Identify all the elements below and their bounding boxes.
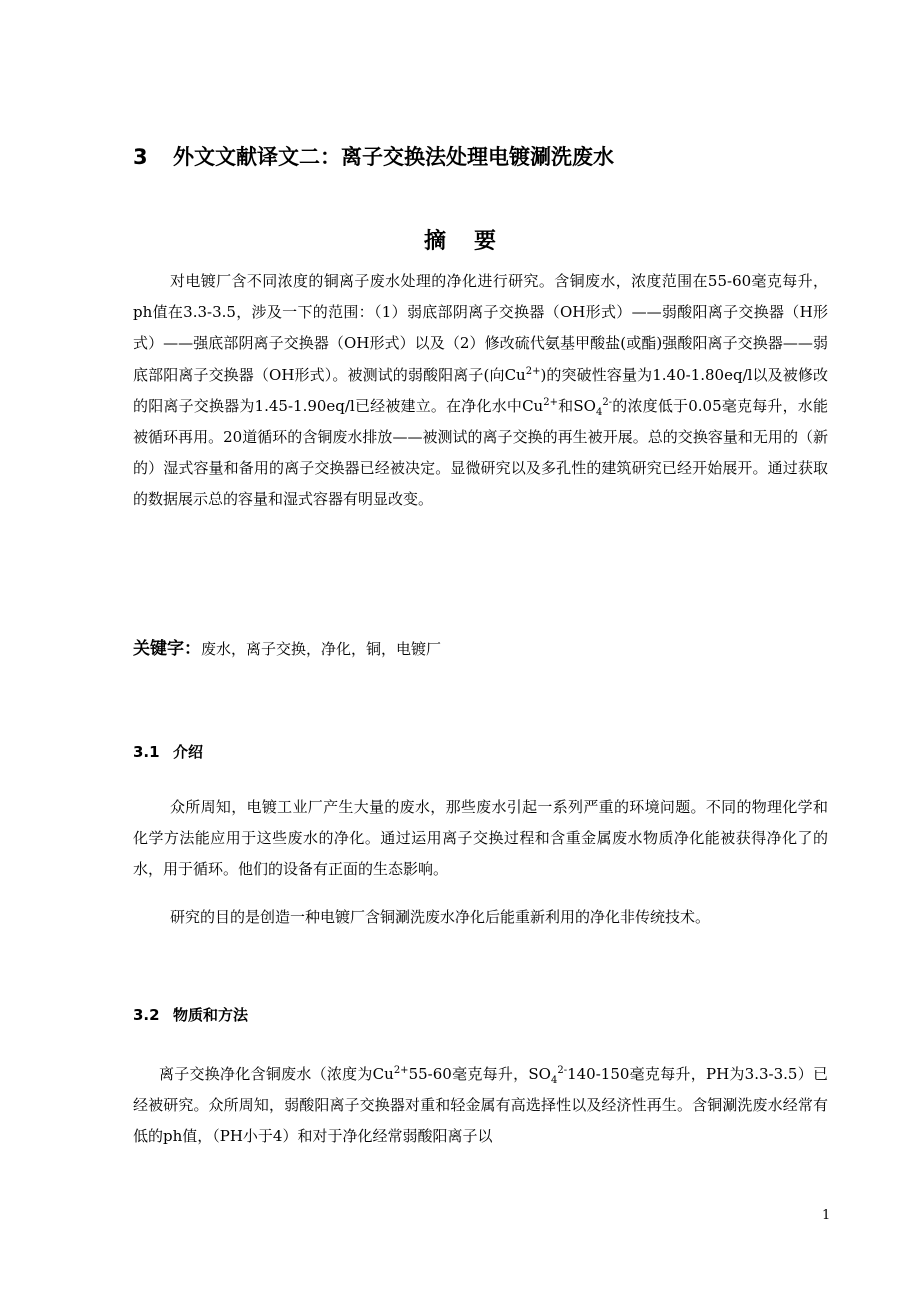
section-heading-materials-methods bbox=[133, 1004, 248, 1025]
materials-paragraph bbox=[133, 1059, 828, 1153]
section-number: 3.2 bbox=[133, 1006, 160, 1024]
introduction-paragraph: 研究的目的是创造一种电镀厂含铜涮洗废水净化后能重新利用的净化非传统技术。 bbox=[170, 908, 711, 926]
materials-text-1: 离子交换净化含铜废水（浓度为Cu bbox=[159, 1065, 394, 1083]
abstract-heading: 摘要 bbox=[423, 229, 524, 254]
materials-text-3: 140-150毫克每升，PH为3.3-3.5）已经被研究。众所周知，弱酸阳离子交换器对重和轻金属有高选择性以及经济性再生。含铜涮洗废水经常有低的ph值，（PH小于4）和对于净化经常弱酸阳离子以 bbox=[133, 1065, 828, 1146]
materials-text-2: 55-60毫克每升，SO bbox=[408, 1065, 551, 1083]
section-heading-introduction bbox=[133, 741, 203, 762]
cu-superscript: 2+ bbox=[525, 365, 541, 377]
abstract-paragraph bbox=[133, 266, 828, 516]
keywords-text: 废水，离子交换，净化，铜，电镀厂 bbox=[201, 640, 442, 658]
keywords-line bbox=[133, 634, 441, 659]
so-subscript: 4 bbox=[550, 1075, 558, 1086]
section-title: 介绍 bbox=[173, 743, 204, 761]
abstract-text-3: 和SO bbox=[557, 396, 596, 415]
page-number: 1 bbox=[822, 1208, 831, 1223]
keywords-label: 关键字： bbox=[133, 639, 201, 659]
so-superscript: 2- bbox=[602, 396, 613, 408]
section-number: 3.1 bbox=[133, 743, 160, 761]
so-superscript: 2- bbox=[557, 1065, 568, 1076]
abstract-text-1: 对电镀厂含不同浓度的铜离子废水处理的净化进行研究。含铜废水，浓度范围在55-60毫克每升，ph值在3.3-3.5，涉及一下的范围：（1）弱底部阴离子交换器（OH形式）——弱酸阳离子交换器（H形式）——强底部阴离子交换器（OH形式）以及（2）修改硫代氨基甲酸盐(或酯)强酸阳离子交换器——弱底部阳离子交换器（OH形式）。被测试的弱酸阳离子(向Cu bbox=[133, 272, 828, 384]
chapter-title bbox=[133, 141, 614, 171]
cu-superscript: 2+ bbox=[393, 1065, 409, 1076]
chapter-number: 3 bbox=[133, 145, 148, 169]
abstract-text-2: )的突破性容量为1.40-1.80eq/l以及被修改的阳离子交换器为1.45-1.90eq/l已经被建立。在净化水中Cu bbox=[133, 365, 828, 415]
section-title: 物质和方法 bbox=[173, 1006, 249, 1024]
cu-superscript: 2+ bbox=[543, 396, 558, 408]
introduction-paragraph: 众所周知，电镀工业厂产生大量的废水，那些废水引起一系列严重的环境问题。不同的物理化学和化学方法能应用于这些废水的净化。通过运用离子交换过程和含重金属废水物质净化能被获得净化了的水，用于循环。他们的设备有正面的生态影响。 bbox=[133, 798, 828, 879]
abstract-text-4: 的浓度低于0.05毫克每升，水能被循环再用。20道循环的含铜废水排放——被测试的离子交换的再生被开展。总的交换容量和无用的（新的）湿式容量和备用的离子交换器已经被决定。显微研究以及多孔性的建筑研究已经开始展开。通过获取的数据展示总的容量和湿式容器有明显改变。 bbox=[133, 396, 828, 509]
chapter-title-text: 外文文献译文二：离子交换法处理电镀涮洗废水 bbox=[173, 145, 614, 169]
so-subscript: 4 bbox=[595, 406, 603, 418]
